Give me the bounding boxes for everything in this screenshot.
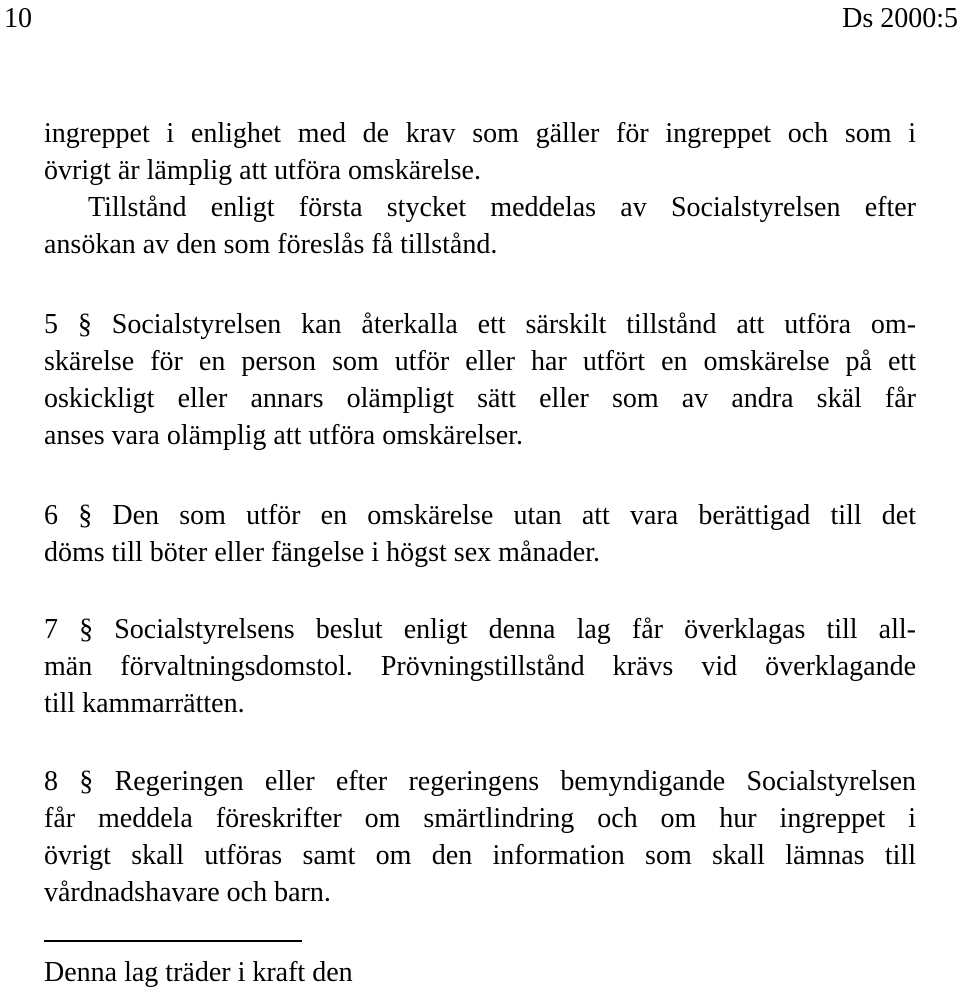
- document-id: Ds 2000:5: [842, 3, 958, 34]
- section-symbol: §: [79, 766, 94, 797]
- text-line: Regeringen eller efter regeringens bemyndigande Socialstyrelsen: [114, 766, 916, 797]
- text-line: Tillstånd enligt första stycket meddelas av Socialstyrelsen efter: [88, 192, 916, 223]
- section-number: 6: [44, 500, 58, 531]
- section-symbol: §: [77, 309, 92, 340]
- text-line: får meddela föreskrifter om smärtlindring och om hur ingreppet i: [44, 803, 916, 834]
- text-line: Socialstyrelsens beslut enligt denna lag får överklagas till all-: [114, 614, 916, 645]
- footnote-divider: [44, 940, 302, 942]
- section-number: 5: [44, 309, 58, 340]
- text-line: män förvaltningsdomstol. Prövningstillstånd krävs vid överklagande: [44, 651, 916, 682]
- paragraph-permit: [44, 189, 916, 263]
- text-line: ansökan av den som föreslås få tillstånd.: [44, 229, 498, 260]
- section-symbol: §: [78, 500, 93, 531]
- section-7: [44, 611, 916, 722]
- text-line: till kammarrätten.: [44, 688, 245, 719]
- paragraph-continuation: [44, 115, 916, 189]
- text-line: Socialstyrelsen kan återkalla ett särskilt tillstånd att utföra om-: [111, 309, 917, 340]
- text-line: ingreppet i enlighet med de krav som gäller för ingreppet och som i: [44, 118, 916, 149]
- section-8: [44, 763, 916, 911]
- text-line: Den som utför en omskärelse utan att vara berättigad till det: [112, 500, 917, 531]
- text-line: övrigt är lämplig att utföra omskärelse.: [44, 155, 481, 186]
- section-6: [44, 497, 916, 571]
- section-number: 8: [44, 766, 58, 797]
- section-symbol: §: [79, 614, 94, 645]
- text-line: döms till böter eller fängelse i högst sex månader.: [44, 537, 600, 568]
- text-line: övrigt skall utföras samt om den information som skall lämnas till: [44, 840, 916, 871]
- text-line: vårdnadshavare och barn.: [44, 877, 331, 908]
- section-number: 7: [44, 614, 58, 645]
- section-5: [44, 306, 916, 454]
- text-line: oskickligt eller annars olämpligt sätt eller som av andra skäl får: [44, 383, 916, 414]
- page-number: 10: [4, 3, 32, 34]
- text-line: skärelse för en person som utför eller har utfört en omskärelse på ett: [44, 346, 916, 377]
- footnote-text: Denna lag träder i kraft den: [44, 957, 353, 988]
- text-line: anses vara olämplig att utföra omskärelser.: [44, 420, 523, 451]
